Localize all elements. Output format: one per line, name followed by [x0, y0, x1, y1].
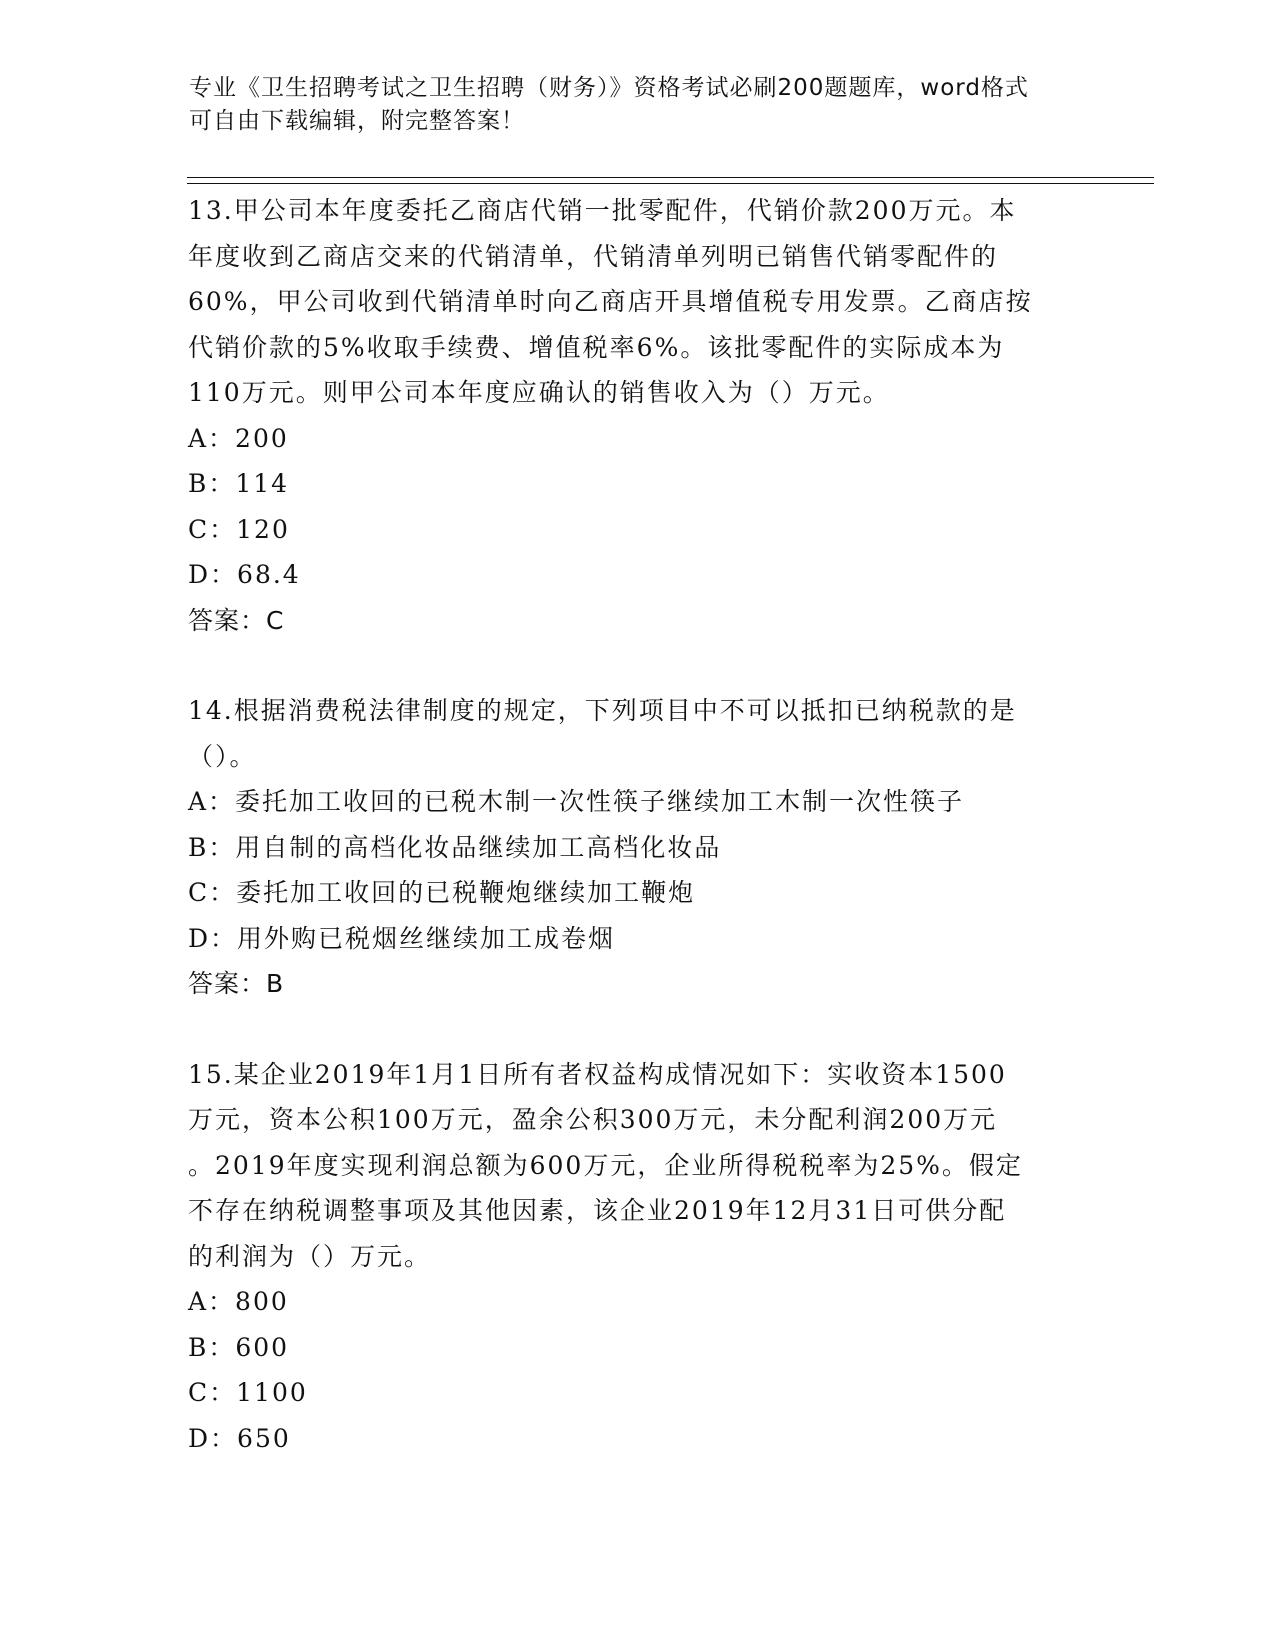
question-text-line: 13.甲公司本年度委托乙商店代销一批零配件，代销价款200万元。本 — [188, 196, 1017, 225]
question-text-line: 的利润为（）万元。 — [188, 1241, 432, 1271]
question-13 — [188, 188, 1083, 643]
spacer — [188, 643, 1083, 688]
spacer — [188, 1007, 1083, 1052]
question-text-line: 60%，甲公司收到代销清单时向乙商店开具增值税专用发票。乙商店按 — [188, 287, 1033, 316]
question-text-line: 万元，资本公积100万元，盈余公积300万元，未分配利润200万元 — [188, 1105, 998, 1134]
question-text-line: （）。 — [188, 741, 257, 771]
option-c: C：1100 — [188, 1378, 308, 1407]
option-d: D：用外购已税烟丝继续加工成卷烟 — [188, 923, 616, 953]
question-14 — [188, 688, 1083, 1007]
header-line-1: 专业《卫生招聘考试之卫生招聘（财务）》资格考试必刷200题题库，word格式 — [189, 75, 1029, 101]
header-divider-top — [187, 177, 1154, 178]
question-text-line: 代销价款的5%收取手续费、增值税率6%。该批零配件的实际成本为 — [188, 332, 1005, 362]
option-a: A：委托加工收回的已税木制一次性筷子继续加工木制一次性筷子 — [188, 787, 965, 816]
option-a: A：200 — [188, 423, 289, 453]
option-b: B：600 — [188, 1332, 290, 1362]
question-text-line: 不存在纳税调整事项及其他因素，该企业2019年12月31日可供分配 — [188, 1196, 1007, 1225]
header-line-2: 可自由下载编辑，附完整答案！ — [189, 108, 525, 134]
header-divider-bottom — [187, 183, 1154, 184]
answer-label: 答案：B — [188, 969, 285, 998]
option-b: B：114 — [188, 469, 290, 498]
question-text-line: 年度收到乙商店交来的代销清单，代销清单列明已销售代销零配件的 — [188, 241, 999, 271]
question-text-line: 110万元。则甲公司本年度应确认的销售收入为（）万元。 — [188, 378, 890, 407]
option-c: C：委托加工收回的已税鞭炮继续加工鞭炮 — [188, 878, 696, 907]
question-list — [188, 188, 1083, 1461]
answer-label: 答案：C — [188, 605, 285, 635]
option-d: D：650 — [188, 1423, 291, 1453]
question-text-line: 15.某企业2019年1月1日所有者权益构成情况如下：实收资本1500 — [188, 1059, 1007, 1089]
option-b: B：用自制的高档化妆品继续加工高档化妆品 — [188, 832, 722, 862]
option-a: A：800 — [188, 1287, 289, 1316]
option-d: D：68.4 — [188, 560, 301, 589]
document-header — [189, 72, 1089, 138]
option-c: C：120 — [188, 514, 290, 544]
question-text-line: 。2019年度实现利润总额为600万元，企业所得税税率为25%。假定 — [188, 1150, 1023, 1180]
question-15 — [188, 1052, 1083, 1462]
question-text-line: 14.根据消费税法律制度的规定，下列项目中不可以抵扣已纳税款的是 — [188, 696, 1017, 725]
